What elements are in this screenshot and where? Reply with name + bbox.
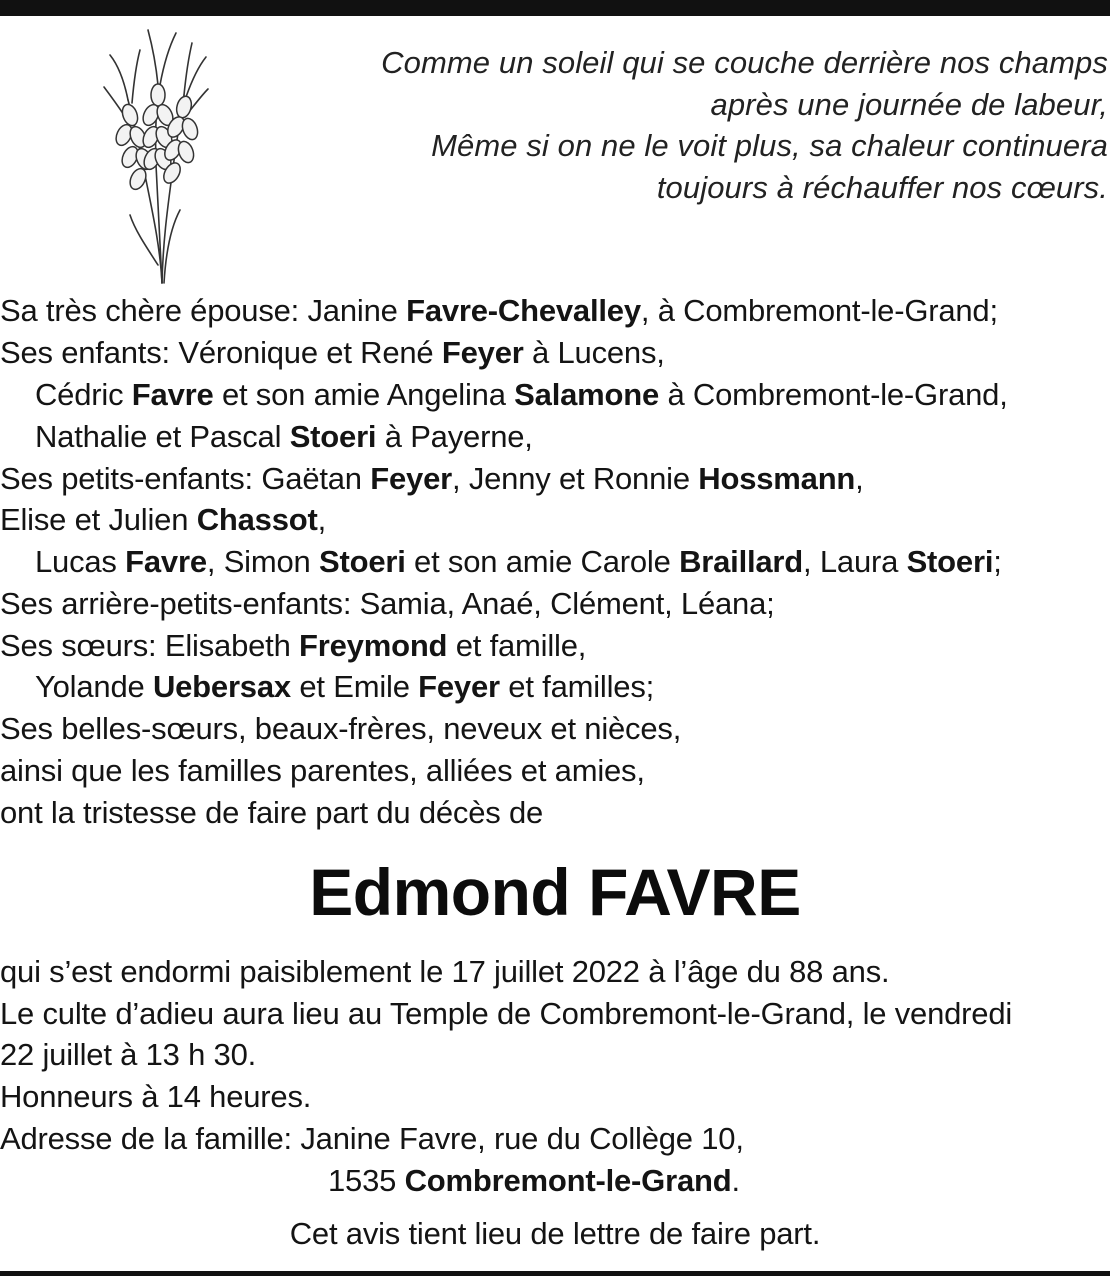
text: à Combremont-le-Grand, xyxy=(659,377,1008,412)
surname: Chassot xyxy=(196,502,318,537)
bottom-rule xyxy=(0,1271,1110,1276)
text: Yolande xyxy=(35,669,153,704)
family-address: Adresse de la famille: Janine Favre, rue du Collège 10, xyxy=(0,1121,744,1156)
verse-line: après une journée de labeur, xyxy=(710,86,1108,122)
text: Elise et Julien xyxy=(0,502,197,537)
surname: Salamone xyxy=(514,377,660,412)
family-line-in-laws: Ses belles-sœurs, beaux-frères, neveux et nièces, xyxy=(0,711,682,746)
text: . xyxy=(731,1163,740,1198)
text: , Jenny et Ronnie xyxy=(452,461,699,496)
family-line-grandchildren xyxy=(0,458,864,500)
detail-line: 22 juillet à 13 h 30. xyxy=(0,1037,257,1072)
text: , xyxy=(855,461,864,496)
family-line-relatives: ainsi que les familles parentes, alliées et amies, xyxy=(0,753,645,788)
text: , Simon xyxy=(206,544,319,579)
surname: Favre xyxy=(125,544,207,579)
text: Sa très chère épouse: Janine xyxy=(0,293,407,328)
verse-line: Même si on ne le voit plus, sa chaleur continuera xyxy=(431,128,1108,163)
wheat-icon xyxy=(100,25,210,287)
family-line-grandchildren xyxy=(35,541,1002,583)
surname: Favre-Chevalley xyxy=(406,293,641,328)
text: Lucas xyxy=(35,544,126,579)
surname: Stoeri xyxy=(318,544,406,579)
detail-line: Honneurs à 14 heures. xyxy=(0,1079,312,1114)
family-line-great-grandchildren: Ses arrière-petits-enfants: Samia, Anaé, Clément, Léana; xyxy=(0,586,775,621)
family-line-spouse xyxy=(0,290,998,332)
top-rule xyxy=(0,0,1110,16)
surname: Stoeri xyxy=(289,419,377,454)
text: , Laura xyxy=(803,544,907,579)
text: , xyxy=(317,502,327,537)
text: Nathalie et Pascal xyxy=(35,419,290,454)
text: Ses sœurs: Elisabeth xyxy=(0,628,300,663)
surname: Freymond xyxy=(299,628,448,663)
text: ; xyxy=(993,544,1002,579)
family-line-grandchildren xyxy=(0,499,326,541)
verse xyxy=(308,42,1108,208)
family-line-child xyxy=(35,416,533,458)
verse-line: Comme un soleil qui se couche derrière nos champs xyxy=(381,45,1108,80)
verse-line: toujours à réchauffer nos cœurs. xyxy=(656,169,1108,205)
surname: Favre xyxy=(131,377,214,412)
surname: Stoeri xyxy=(906,544,994,579)
surname: Hossmann xyxy=(698,461,856,496)
text: et son amie Carole xyxy=(405,544,680,579)
surname: Braillard xyxy=(679,544,804,579)
text: 1535 xyxy=(328,1163,405,1198)
text: et famille, xyxy=(447,628,587,663)
text: Cédric xyxy=(35,377,132,412)
detail-line: qui s’est endormi paisiblement le 17 juillet 2022 à l’âge du 88 ans. xyxy=(0,954,890,989)
family-address-city xyxy=(328,1160,740,1202)
surname: Uebersax xyxy=(152,669,291,704)
city: Combremont-le-Grand xyxy=(404,1163,732,1198)
text: , à Combremont-le-Grand; xyxy=(640,293,998,328)
family-line-sisters xyxy=(35,666,654,708)
surname: Feyer xyxy=(370,461,452,496)
footer-note: Cet avis tient lieu de lettre de faire part. xyxy=(289,1216,821,1251)
surname: Feyer xyxy=(418,669,500,704)
text: Ses enfants: Véronique et René xyxy=(0,335,442,370)
detail-line: Le culte d’adieu aura lieu au Temple de Combremont-le-Grand, le vendredi xyxy=(0,996,1013,1031)
family-line-child xyxy=(35,374,1008,416)
text: Ses petits-enfants: Gaëtan xyxy=(0,461,371,496)
text: et Emile xyxy=(290,669,419,704)
text: et familles; xyxy=(499,669,655,704)
text: et son amie Angelina xyxy=(213,377,515,412)
deceased-name: Edmond FAVRE xyxy=(309,855,801,929)
family-line-sisters xyxy=(0,625,586,667)
family-line-children xyxy=(0,332,665,374)
text: à Payerne, xyxy=(376,419,533,454)
surname: Feyer xyxy=(441,335,524,370)
announcement-line: ont la tristesse de faire part du décès de xyxy=(0,795,544,830)
text: à Lucens, xyxy=(523,335,665,370)
